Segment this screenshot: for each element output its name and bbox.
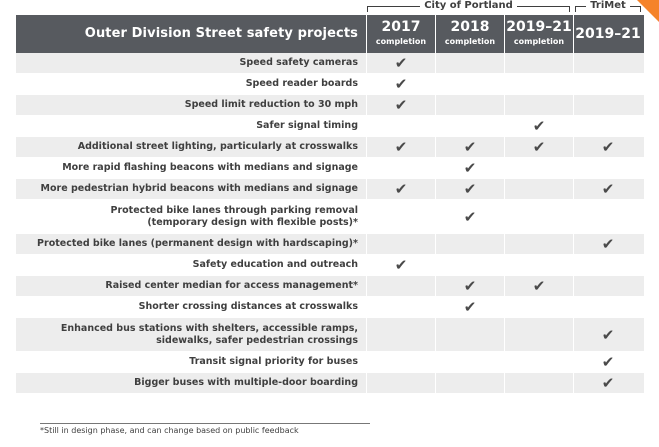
column-header-2019-21-city: 2019–21 completion — [504, 15, 573, 53]
empty-cell — [573, 116, 642, 136]
empty-cell — [366, 352, 435, 372]
group-label-city: City of Portland — [420, 0, 517, 11]
project-label-line: More rapid flashing beacons with medians and signage — [62, 162, 358, 173]
empty-cell — [435, 74, 504, 94]
project-label-line: Safer signal timing — [256, 120, 358, 131]
table-row — [16, 255, 644, 276]
table-row — [16, 318, 644, 352]
checkmark-icon: ✔ — [435, 297, 504, 317]
table-row — [16, 234, 644, 255]
empty-cell — [366, 297, 435, 317]
project-label — [16, 373, 366, 393]
table-row — [16, 158, 644, 179]
checkmark-icon: ✔ — [366, 137, 435, 157]
empty-cell — [573, 95, 642, 115]
group-label-trimet: TriMet — [586, 0, 630, 11]
checkmark-icon: ✔ — [366, 74, 435, 94]
table-row — [16, 276, 644, 297]
empty-cell — [504, 95, 573, 115]
checkmark-icon: ✔ — [573, 137, 642, 157]
project-label — [16, 158, 366, 178]
empty-cell — [366, 373, 435, 393]
project-label-line: (temporary design with flexible posts)* — [147, 216, 358, 228]
project-label-line: Bigger buses with multiple-door boarding — [134, 377, 358, 388]
checkmark-icon: ✔ — [435, 158, 504, 178]
empty-cell — [504, 234, 573, 254]
table-row — [16, 200, 644, 234]
table-row — [16, 373, 644, 394]
empty-cell — [366, 318, 435, 351]
footnote-divider — [40, 423, 370, 424]
checkmark-icon: ✔ — [573, 373, 642, 393]
empty-cell — [573, 74, 642, 94]
empty-cell — [573, 276, 642, 296]
project-label-line: Raised center median for access management* — [105, 280, 358, 291]
checkmark-icon: ✔ — [573, 318, 642, 351]
project-label — [16, 137, 366, 157]
column-header-2018: 2018 completion — [435, 15, 504, 53]
project-label-line: Speed limit reduction to 30 mph — [184, 99, 358, 110]
project-label — [16, 318, 366, 351]
project-label — [16, 276, 366, 296]
project-label-line: Transit signal priority for buses — [189, 356, 358, 367]
project-label-line: More pedestrian hybrid beacons with medians and signage — [40, 183, 358, 194]
project-label — [16, 297, 366, 317]
project-label-line: Safety education and outreach — [192, 259, 358, 270]
projects-table — [16, 15, 644, 394]
checkmark-icon: ✔ — [504, 276, 573, 296]
empty-cell — [366, 276, 435, 296]
table-row — [16, 179, 644, 200]
empty-cell — [504, 373, 573, 393]
project-label — [16, 200, 366, 233]
table-row — [16, 352, 644, 373]
empty-cell — [504, 74, 573, 94]
table-row — [16, 53, 644, 74]
project-label — [16, 234, 366, 254]
checkmark-icon: ✔ — [435, 200, 504, 233]
empty-cell — [504, 297, 573, 317]
empty-cell — [504, 255, 573, 275]
empty-cell — [366, 116, 435, 136]
project-label-line: Shorter crossing distances at crosswalks — [138, 301, 358, 312]
table-row — [16, 74, 644, 95]
checkmark-icon: ✔ — [573, 352, 642, 372]
column-header-2019-21-trimet: 2019–21 — [573, 15, 642, 53]
project-label — [16, 352, 366, 372]
empty-cell — [366, 158, 435, 178]
project-label-line: Additional street lighting, particularly at crosswalks — [77, 141, 358, 152]
empty-cell — [504, 179, 573, 199]
project-label-line: Speed safety cameras — [239, 57, 358, 68]
group-header-city — [367, 0, 570, 14]
checkmark-icon: ✔ — [504, 116, 573, 136]
empty-cell — [435, 53, 504, 73]
project-label — [16, 116, 366, 136]
table-row — [16, 95, 644, 116]
project-label — [16, 53, 366, 73]
footnote: *Still in design phase, and can change based on public feedback — [40, 426, 299, 435]
empty-cell — [435, 352, 504, 372]
checkmark-icon: ✔ — [366, 179, 435, 199]
project-label-line: Protected bike lanes through parking removal — [110, 204, 358, 216]
project-label — [16, 95, 366, 115]
empty-cell — [573, 255, 642, 275]
empty-cell — [573, 200, 642, 233]
empty-cell — [573, 53, 642, 73]
project-label — [16, 255, 366, 275]
project-label-line: Speed reader boards — [245, 78, 358, 89]
table-title: Outer Division Street safety projects — [84, 26, 358, 41]
checkmark-icon: ✔ — [435, 276, 504, 296]
empty-cell — [366, 234, 435, 254]
empty-cell — [366, 200, 435, 233]
checkmark-icon: ✔ — [435, 137, 504, 157]
empty-cell — [504, 200, 573, 233]
empty-cell — [573, 158, 642, 178]
table-header — [16, 15, 644, 53]
empty-cell — [435, 95, 504, 115]
empty-cell — [435, 255, 504, 275]
project-label — [16, 74, 366, 94]
project-label-line: Protected bike lanes (permanent design with hardscaping)* — [37, 238, 358, 249]
table-row — [16, 137, 644, 158]
empty-cell — [504, 352, 573, 372]
empty-cell — [435, 318, 504, 351]
project-label-line: sidewalks, safer pedestrian crossings — [156, 334, 358, 346]
table-row — [16, 116, 644, 137]
project-label-line: Enhanced bus stations with shelters, accessible ramps, — [60, 322, 358, 334]
empty-cell — [504, 318, 573, 351]
empty-cell — [573, 297, 642, 317]
group-header-trimet — [575, 0, 641, 14]
checkmark-icon: ✔ — [573, 179, 642, 199]
empty-cell — [435, 116, 504, 136]
table-body — [16, 53, 644, 394]
checkmark-icon: ✔ — [366, 95, 435, 115]
checkmark-icon: ✔ — [366, 255, 435, 275]
checkmark-icon: ✔ — [366, 53, 435, 73]
column-header-2017: 2017 completion — [366, 15, 435, 53]
empty-cell — [435, 234, 504, 254]
checkmark-icon: ✔ — [435, 179, 504, 199]
empty-cell — [435, 373, 504, 393]
project-label — [16, 179, 366, 199]
checkmark-icon: ✔ — [504, 137, 573, 157]
checkmark-icon: ✔ — [573, 234, 642, 254]
empty-cell — [504, 158, 573, 178]
table-row — [16, 297, 644, 318]
empty-cell — [504, 53, 573, 73]
